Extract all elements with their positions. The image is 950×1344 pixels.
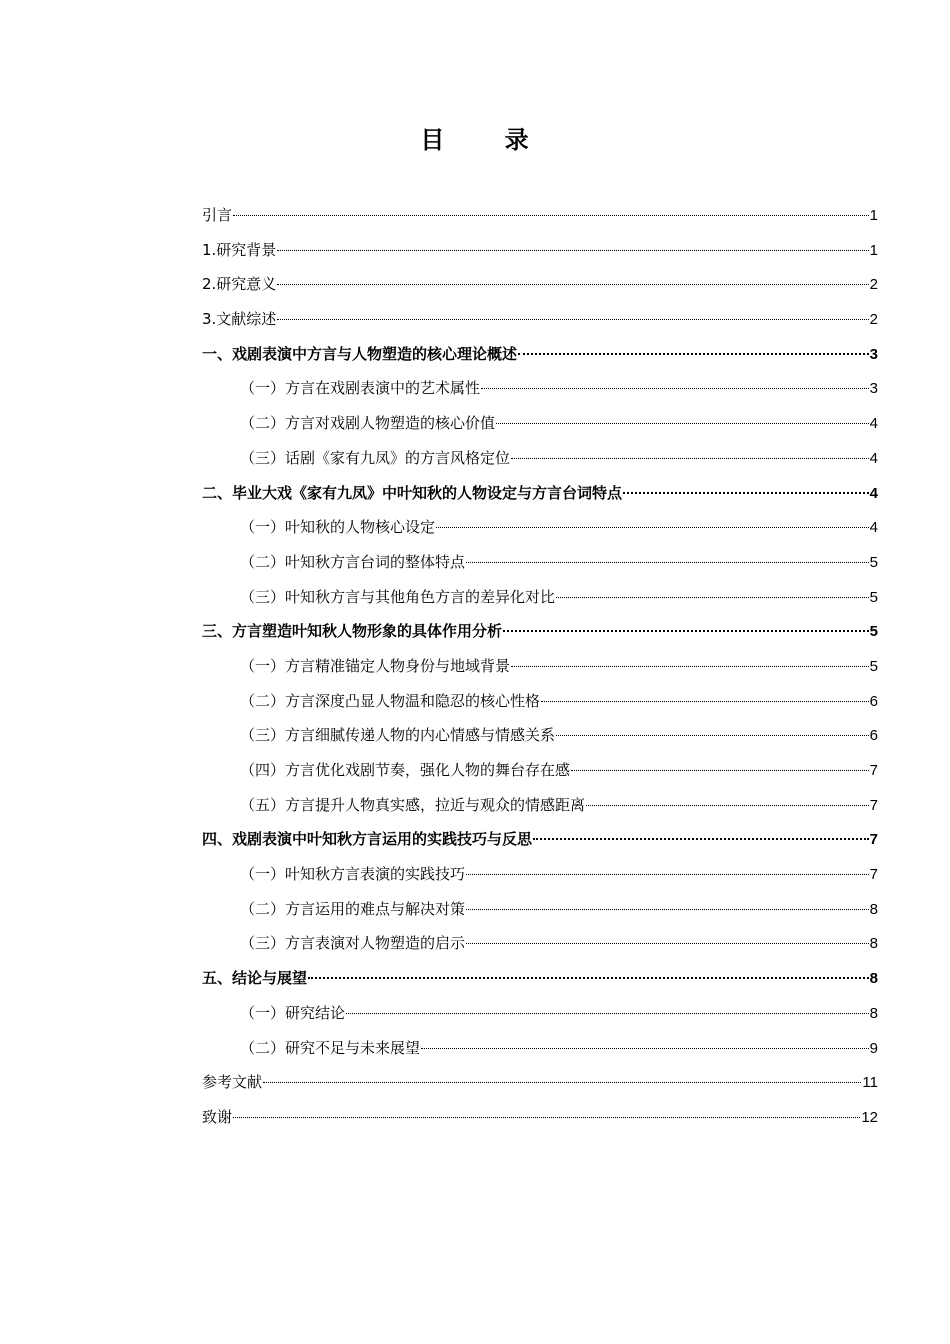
toc-entry-page-number: 11 [862, 1074, 878, 1092]
toc-entry[interactable] [202, 233, 878, 268]
toc-entry-page-number: 6 [869, 727, 878, 745]
toc-entry-page-number: 2 [869, 311, 878, 329]
toc-entry[interactable] [202, 545, 878, 580]
toc-entry-title: （一）研究结论 [240, 1003, 346, 1022]
toc-entry-page-number: 8 [869, 935, 878, 953]
toc-entry-title: （三）方言细腻传递人物的内心情感与情感关系 [240, 726, 556, 745]
toc-entry-title: （一）方言在戏剧表演中的艺术属性 [240, 379, 481, 398]
toc-entry-title: （二）方言深度凸显人物温和隐忍的核心性格 [240, 691, 541, 710]
toc-entry[interactable] [202, 198, 878, 233]
toc-dot-leader [421, 1048, 869, 1049]
toc-dot-leader [623, 492, 869, 494]
toc-dot-leader [277, 284, 868, 285]
toc-dot-leader [233, 1117, 860, 1118]
toc-entry-title: （二）叶知秋方言台词的整体特点 [240, 552, 466, 571]
toc-entry-title: 3.文献综述 [202, 310, 277, 329]
toc-dot-leader [466, 562, 869, 563]
toc-entry-title: （一）叶知秋的人物核心设定 [240, 518, 436, 537]
toc-entry[interactable] [202, 718, 878, 753]
toc-dot-leader [496, 423, 869, 424]
toc-entry-page-number: 2 [869, 276, 878, 294]
toc-entry[interactable] [202, 926, 878, 961]
toc-entry[interactable] [202, 371, 878, 406]
toc-entry-page-number: 9 [869, 1039, 878, 1057]
table-of-contents [202, 198, 878, 1135]
toc-entry[interactable] [202, 302, 878, 337]
toc-entry-page-number: 4 [869, 449, 878, 467]
toc-dot-leader [541, 701, 869, 702]
toc-dot-leader [277, 250, 868, 251]
toc-entry[interactable] [202, 892, 878, 927]
toc-dot-leader [233, 215, 869, 216]
toc-dot-leader [571, 770, 869, 771]
toc-entry-title: 四、戏剧表演中叶知秋方言运用的实践技巧与反思 [202, 830, 533, 849]
toc-entry[interactable] [202, 996, 878, 1031]
toc-entry[interactable] [202, 1100, 878, 1135]
toc-entry[interactable] [202, 1065, 878, 1100]
toc-dot-leader [277, 319, 868, 320]
toc-dot-leader [308, 977, 869, 979]
toc-entry-title: 三、方言塑造叶知秋人物形象的具体作用分析 [202, 622, 503, 641]
toc-entry-page-number: 1 [869, 207, 878, 224]
toc-entry-page-number: 8 [869, 1004, 878, 1022]
toc-entry-title: 2.研究意义 [202, 275, 277, 294]
toc-entry-title: （四）方言优化戏剧节奏，强化人物的舞台存在感 [240, 761, 571, 779]
toc-entry[interactable] [202, 267, 878, 302]
toc-entry[interactable] [202, 614, 878, 649]
toc-entry-page-number: 6 [869, 692, 878, 710]
toc-entry-page-number: 8 [869, 900, 878, 918]
toc-entry-title: 引言 [202, 206, 233, 224]
toc-dot-leader [263, 1082, 861, 1083]
toc-entry-title: 二、毕业大戏《家有九凤》中叶知秋的人物设定与方言台词特点 [202, 483, 623, 502]
toc-entry-title: （二）方言对戏剧人物塑造的核心价值 [240, 414, 496, 433]
toc-entry-page-number: 3 [869, 380, 878, 398]
toc-dot-leader [511, 666, 869, 667]
toc-entry-page-number: 12 [861, 1108, 878, 1126]
toc-entry-title: 五、结论与展望 [202, 969, 308, 988]
toc-entry[interactable] [202, 649, 878, 684]
toc-entry[interactable] [202, 580, 878, 615]
toc-dot-leader [518, 353, 869, 355]
toc-entry[interactable] [202, 406, 878, 441]
toc-entry-page-number: 4 [869, 519, 878, 537]
toc-entry-page-number: 4 [869, 415, 878, 433]
toc-entry[interactable] [202, 822, 878, 857]
toc-dot-leader [466, 874, 869, 875]
toc-entry-title: （三）话剧《家有九凤》的方言风格定位 [240, 448, 511, 467]
toc-entry[interactable] [202, 684, 878, 719]
toc-entry[interactable] [202, 753, 878, 788]
toc-entry[interactable] [202, 510, 878, 545]
toc-entry-title: （三）叶知秋方言与其他角色方言的差异化对比 [240, 587, 556, 606]
toc-entry-page-number: 3 [869, 345, 878, 363]
toc-entry[interactable] [202, 441, 878, 476]
toc-dot-leader [511, 458, 869, 459]
toc-entry-page-number: 5 [869, 553, 878, 571]
toc-entry-page-number: 5 [869, 623, 878, 641]
toc-dot-leader [481, 388, 869, 389]
toc-entry-page-number: 7 [869, 866, 878, 884]
toc-entry-page-number: 8 [869, 970, 878, 988]
toc-entry-page-number: 5 [869, 588, 878, 606]
toc-entry-title: 一、戏剧表演中方言与人物塑造的核心理论概述 [202, 344, 518, 363]
toc-entry-title: （一）叶知秋方言表演的实践技巧 [240, 865, 466, 884]
toc-entry[interactable] [202, 476, 878, 511]
toc-entry-title: （二）方言运用的难点与解决对策 [240, 899, 466, 918]
toc-dot-leader [503, 630, 869, 632]
toc-dot-leader [533, 838, 869, 840]
toc-entry[interactable] [202, 337, 878, 372]
toc-dot-leader [346, 1013, 869, 1014]
toc-entry-title: 参考文献 [202, 1073, 263, 1092]
toc-entry-page-number: 1 [869, 241, 878, 259]
toc-dot-leader [556, 597, 869, 598]
toc-entry-page-number: 5 [869, 657, 878, 675]
toc-entry-title: （二）研究不足与未来展望 [240, 1038, 421, 1057]
toc-dot-leader [466, 909, 869, 910]
toc-entry[interactable] [202, 1031, 878, 1066]
page-title: 目 录 [420, 125, 555, 154]
toc-entry[interactable] [202, 961, 878, 996]
toc-entry-page-number: 4 [869, 484, 878, 502]
toc-dot-leader [586, 805, 869, 806]
toc-entry-title: （一）方言精准锚定人物身份与地域背景 [240, 656, 511, 675]
toc-dot-leader [436, 527, 869, 528]
toc-entry-title: 1.研究背景 [202, 240, 277, 259]
toc-dot-leader [466, 943, 869, 944]
toc-entry[interactable] [202, 857, 878, 892]
toc-entry-title: 致谢 [202, 1107, 233, 1126]
toc-entry-page-number: 7 [869, 831, 878, 849]
toc-entry-title: （五）方言提升人物真实感，拉近与观众的情感距离 [240, 795, 586, 814]
toc-entry-page-number: 7 [869, 796, 878, 814]
toc-entry[interactable] [202, 788, 878, 823]
toc-dot-leader [556, 735, 869, 736]
toc-entry-page-number: 7 [869, 762, 878, 779]
toc-entry-title: （三）方言表演对人物塑造的启示 [240, 934, 466, 953]
